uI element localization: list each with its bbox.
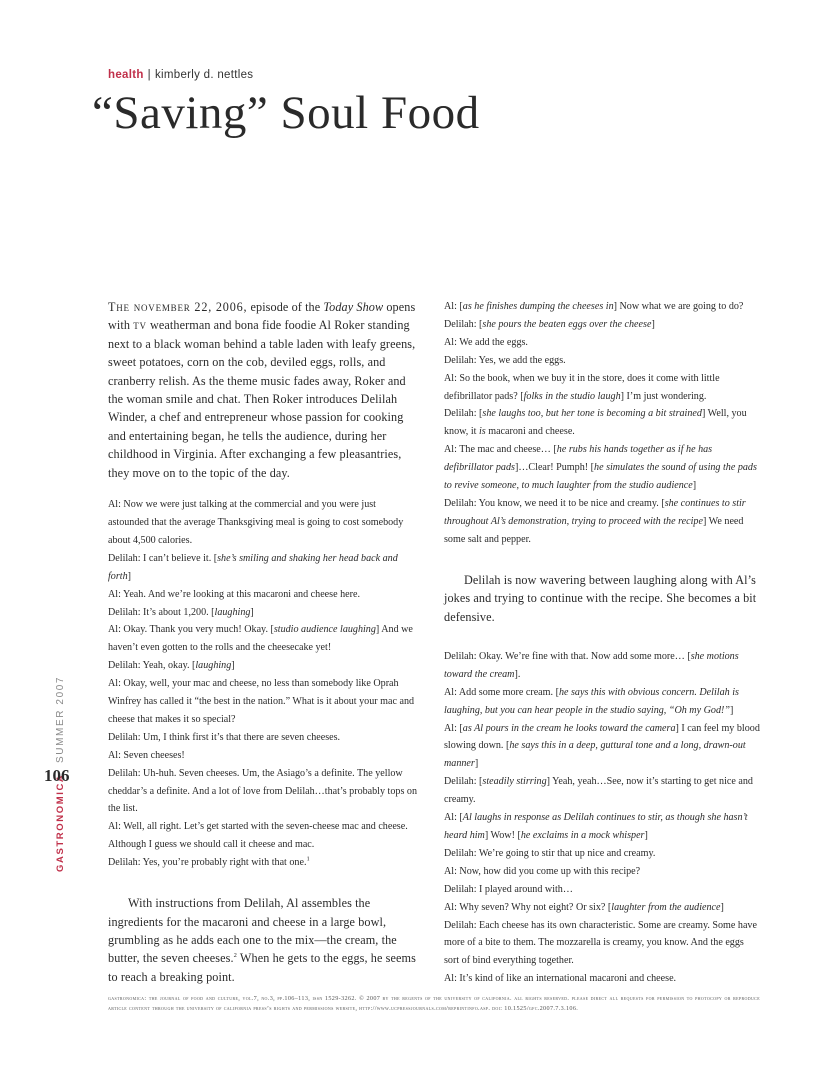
transcript-line: Al: Yeah. And we’re looking at this macaroni and cheese here.: [108, 588, 360, 600]
right-column: [444, 298, 760, 988]
copyright-footer: gastronomica: the journal of food and culture, vol.7, no.3, pp.106–113, issn 1529-3262. © 2007 by the regents of the university of california. all rights reserved. please direct all requests for permission to photocopy or reproduce article content through the university of california press’s rights and permissions website, http://www.ucpressjournals.com/reprintinfo.asp. doi: 10.1525/gfc.2007.7.3.106.: [108, 995, 760, 1012]
transcript-line: Delilah: Yes, we add the eggs.: [444, 354, 566, 366]
transcript-line: Delilah: Yes, you’re probably right with that one.$^1$: [108, 855, 310, 869]
transcript-line: Delilah: I played around with…: [444, 883, 573, 895]
issue-season: SUMMER 2007: [55, 675, 66, 763]
transcript-line: Delilah: [she pours the beaten eggs over the cheese]: [444, 318, 655, 330]
transcript-line: Delilah: Yeah, okay. [laughing]: [108, 660, 235, 672]
transcript-line: Delilah: [she laughs too, but her tone is becoming a bit strained] Well, you know, it is macaroni and cheese.: [444, 408, 747, 438]
article-title: “Saving” Soul Food: [92, 87, 480, 139]
author-name: kimberly d. nettles: [154, 69, 254, 81]
transcript-line: Al: It’s kind of like an international macaroni and cheese.: [444, 973, 677, 985]
transcript-line: Al: Add some more cream. [he says this with obvious concern. Delilah is laughing, but you can hear people in the studio saying, “Oh my God!”]: [444, 686, 739, 716]
narrative-paragraph-2: Delilah is now wavering between laughing along with Al’s jokes and trying to continue with the recipe. She becomes a bit defensive.: [444, 572, 757, 624]
transcript-line: Al: Okay, well, your mac and cheese, no less than somebody like Oprah Winfrey has called it “the best in the nation.” What is it about your mac and cheese that makes it so special?: [108, 678, 415, 725]
transcript-line: Delilah: Each cheese has its own characteristic. Some are creamy. Some have more of a bite to them. The mozzarella is creamy, you know. And the eggs sort of bind everything together.: [444, 919, 757, 967]
transcript-line: Delilah: [steadily stirring] Yeah, yeah…See, now it’s starting to get nice and creamy.: [444, 776, 753, 806]
left-column: [108, 298, 418, 986]
article-header: [108, 69, 253, 81]
header-separator: |: [147, 69, 151, 81]
transcript-line: Al: Now we were just talking at the commercial and you were just astounded that the average Thanksgiving meal is going to cost somebody about 4,500 calories.: [108, 499, 404, 546]
intro-lead: The november 22, 2006,: [108, 300, 248, 314]
transcript-line: Al: Well, all right. Let’s get started with the seven-cheese mac and cheese. Although I guess we should call it cheese and mac.: [108, 821, 408, 851]
transcript-line: Al: Now, how did you come up with this recipe?: [444, 865, 641, 877]
footnote-ref[interactable]: 2: [233, 952, 237, 960]
transcript-line: Delilah: Um, I think first it’s that there are seven cheeses.: [108, 731, 341, 743]
intro-paragraph: The november 22, 2006, episode of the Today Show opens with tv weatherman and bona fide foodie Al Roker standing next to a black woman behind a table laden with leafy greens, sweet potatoes, corn on the cob, deviled eggs, rolls, and cranberry relish. As the theme music fades away, Roker and the woman smile and chat. Then Roker introduces Delilah Winder, a chef and entrepreneur whose passion for cooking and entertaining began, he tells the audience, during her childhood in Virginia. After exchanging a few pleasantries, they move on to the topic of the day.: [108, 300, 416, 480]
transcript-line: Al: [Al laughs in response as Delilah continues to stir, as though she hasn’t heard him] Wow! [he exclaims in a mock whisper]: [444, 812, 748, 841]
transcript-line: Delilah: It’s about 1,200. [laughing]: [108, 606, 254, 618]
transcript-line: Al: The mac and cheese… [he rubs his hands together as if he has defibrillator pads]…Clear! Pumph! [he simulates the sound of using the pads to revive someone, to much laughter from the studio audience]: [444, 444, 757, 492]
page-number: 106: [44, 766, 70, 785]
transcript-block-1: [108, 496, 418, 872]
transcript-line: Delilah: I can’t believe it. [she’s smiling and shaking her head back and forth]: [108, 552, 398, 582]
transcript-line: Delilah: We’re going to stir that up nice and creamy.: [444, 847, 656, 859]
narrative-paragraph: With instructions from Delilah, Al assembles the ingredients for the macaroni and cheese in a large bowl, grumbling as he adds each one to the mix—the cream, the butter, the seven cheeses.$^2$ When he gets to the eggs, he seems to reach a breaking point.: [108, 896, 416, 984]
transcript-line: Al: Seven cheeses!: [108, 749, 185, 761]
transcript-line: Delilah: You know, we need it to be nice and creamy. [she continues to stir throughout Al’s demonstration, trying to proceed with the recipe] We need some salt and pepper.: [444, 497, 746, 545]
journal-name: GASTRONOMICA: [55, 773, 66, 872]
footnote-ref[interactable]: 1: [306, 855, 310, 863]
transcript-line: Al: We add the eggs.: [444, 336, 528, 348]
transcript-line: Al: So the book, when we buy it in the store, does it come with little defibrillator pads? [folks in the studio laugh] I’m just wondering.: [444, 372, 720, 402]
transcript-line: Al: Why seven? Why not eight? Or six? [laughter from the audience]: [444, 901, 724, 913]
transcript-line: Delilah: Okay. We’re fine with that. Now add some more… [she motions toward the cream].: [444, 650, 739, 680]
transcript-line: Al: [as he finishes dumping the cheeses in] Now what we are going to do?: [444, 301, 744, 312]
section-label: health: [108, 69, 144, 81]
transcript-block-2: [444, 298, 760, 549]
transcript-block-3: [444, 648, 760, 988]
show-name: Today Show: [323, 300, 384, 314]
transcript-line: Al: Okay. Thank you very much! Okay. [studio audience laughing] And we haven’t even gotten to the rolls and the cheesecake yet!: [108, 624, 413, 654]
transcript-line: Delilah: Uh-huh. Seven cheeses. Um, the Asiago’s a definite. The yellow cheddar’s a definite. And a lot of love from Delilah…that’s probably tops on the list.: [108, 767, 418, 815]
transcript-line: Al: [as Al pours in the cream he looks toward the camera] I can feel my blood slowing down. [he says this in a deep, guttural tone and a long, drawn-out manner]: [444, 722, 760, 770]
